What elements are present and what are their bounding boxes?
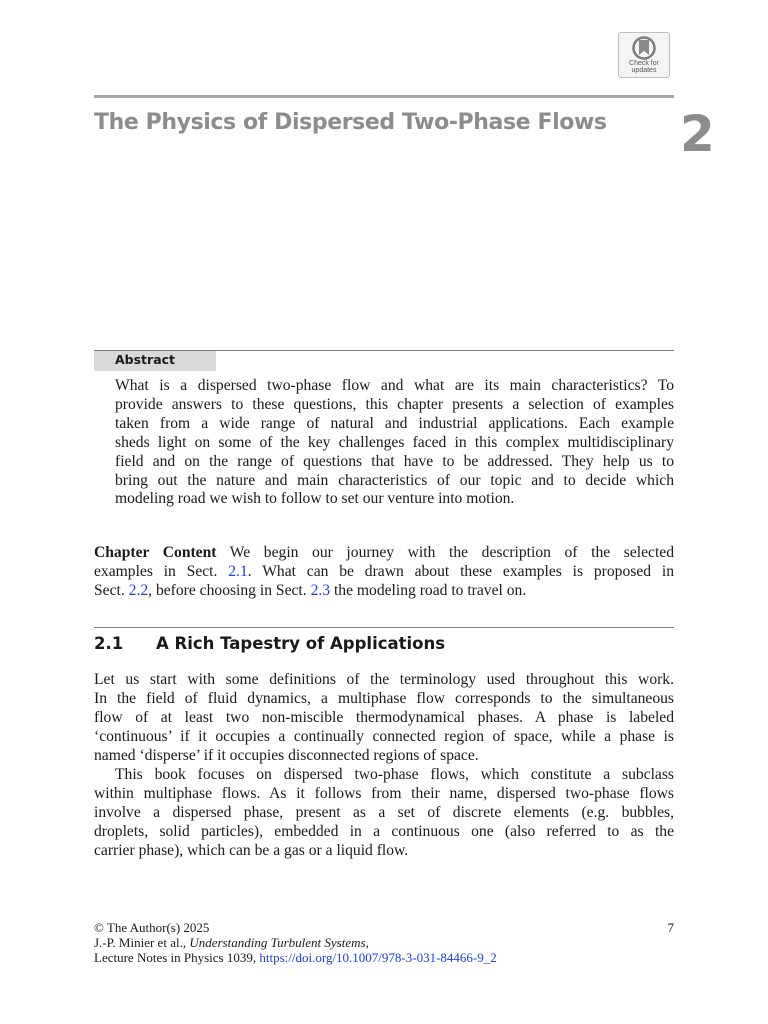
citation-comma: , (365, 935, 369, 950)
body-line: involve a dispersed phase, present as a set of discrete elements (e.g. bubbles, (94, 803, 674, 821)
chapter-content-line (94, 563, 674, 582)
chapter-content-text: , before choosing in Sect. (148, 581, 311, 599)
header-rule (94, 95, 674, 98)
abstract-label: Abstract (94, 351, 216, 371)
body-paragraph-1 (94, 671, 674, 766)
chapter-content-lead: Chapter Content (94, 544, 217, 561)
abstract-line: bring out the nature and main characteristics of our topic and to decide which (115, 471, 674, 489)
section-link-2-3[interactable]: 2.3 (310, 581, 331, 599)
body-paragraph-2 (94, 766, 674, 861)
section-link-2-1[interactable]: 2.1 (228, 562, 248, 580)
citation-line (94, 935, 674, 950)
chapter-content-text: We begin our journey with the description of the selected (216, 544, 675, 561)
chapter-content-text: the modeling road to travel on. (330, 581, 527, 599)
chapter-content-text: . What can be drawn about these examples is proposed in (247, 562, 674, 580)
abstract-line: field and on the range of questions that have to be addressed. They help us to (115, 452, 674, 470)
book-title: Understanding Turbulent Systems (189, 935, 366, 950)
body-line: droplets, solid particles), embedded in a continuous one (also referred to as the (94, 822, 674, 840)
doi-link[interactable]: https://doi.org/10.1007/978-3-031-84466-9_2 (259, 950, 497, 965)
chapter-content-line (94, 582, 674, 601)
footer (94, 920, 674, 965)
section-link-2-2[interactable]: 2.2 (128, 581, 149, 599)
section-rule (94, 627, 674, 628)
badge-line-2: updates (631, 67, 657, 74)
body-line: within multiphase flows. As it follows from their name, dispersed two-phase flows (94, 784, 674, 802)
body-line: In the field of fluid dynamics, a multiphase flow corresponds to the simultaneous (94, 689, 674, 707)
chapter-content-text: Sect. (94, 581, 129, 599)
abstract-text (115, 377, 674, 509)
abstract-line: What is a dispersed two-phase flow and what are its main characteristics? To (115, 377, 674, 394)
series: Lecture Notes in Physics 1039, (94, 950, 260, 965)
badge-line-1: Check for (629, 60, 659, 67)
body-line: Let us start with some definitions of the terminology used throughout this work. (94, 671, 674, 688)
section-number: 2.1 (94, 634, 124, 653)
body-line: carrier phase), which can be a gas or a liquid flow. (94, 841, 409, 859)
abstract-line: modeling road we wish to follow to set our venture into motion. (115, 490, 515, 508)
abstract-line: provide answers to these questions, this chapter presents a selection of examples (115, 395, 674, 413)
chapter-number: 2 (680, 105, 715, 163)
chapter-content-line (94, 544, 674, 563)
copyright: © The Author(s) 2025 (94, 920, 210, 935)
authors: J.-P. Minier et al., (94, 935, 190, 950)
abstract-line: taken from a wide range of natural and industrial applications. Each example (115, 414, 674, 432)
body-line: flow of at least two non-miscible thermodynamical phases. A phase is labeled (94, 708, 674, 726)
body-line: named ‘disperse’ if it occupies disconnected regions of space. (94, 746, 479, 764)
chapter-content-paragraph (94, 544, 674, 601)
chapter-title: The Physics of Dispersed Two-Phase Flows (94, 110, 607, 135)
body-line: ‘continuous’ if it occupies a continually connected region of space, while a phase is (94, 727, 674, 745)
abstract-line: sheds light on some of the key challenges faced in this complex multidisciplinary (115, 433, 674, 451)
body-line: This book focuses on dispersed two-phase flows, which constitute a subclass (115, 766, 674, 783)
section-title: A Rich Tapestry of Applications (156, 634, 446, 653)
chapter-content-text: examples in Sect. (94, 562, 229, 580)
series-line (94, 950, 674, 965)
check-for-updates-badge[interactable] (618, 32, 670, 78)
page-number: 7 (667, 920, 674, 935)
check-for-updates-icon (631, 36, 657, 60)
